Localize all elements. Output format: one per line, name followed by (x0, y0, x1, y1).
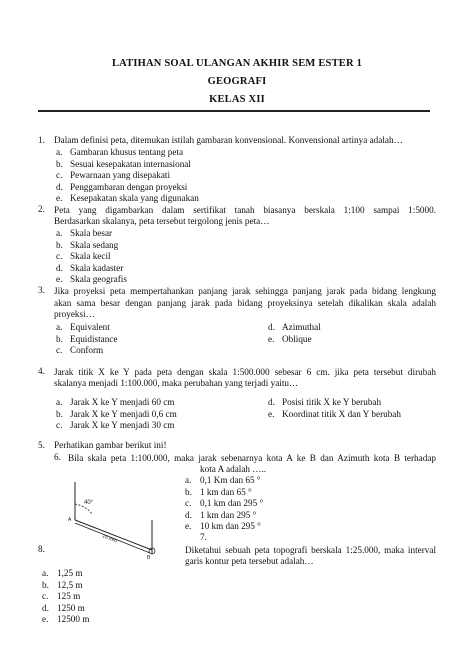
azimuth-figure (62, 480, 172, 560)
q2-option-e: Skala geografis (70, 274, 127, 284)
point-b-label: B (147, 555, 151, 560)
question-5-text: Perhatikan gambar berikut ini! (54, 440, 167, 450)
q3-option-a: Equivalent (70, 322, 110, 332)
q8-option-e: 12500 m (57, 614, 90, 624)
question-7-number: 7. (200, 532, 207, 542)
q2-option-a-letter: a. (56, 228, 63, 238)
q4-option-a: Jarak X ke Y menjadi 60 cm (70, 397, 175, 407)
question-3-text-line-1: Jika proyeksi peta mempertahankan panjang jarak sehingga panjang jarak pada bidang lengkung (54, 286, 436, 296)
point-a-label: A (68, 517, 72, 523)
q8-option-c-letter: c. (42, 591, 49, 601)
q3-option-b: Equidistance (70, 333, 118, 344)
q2-option-b-letter: b. (56, 239, 63, 250)
question-6-text-line-1: Bila skala peta 1:100.000, maka jarak sebenarnya kota A ke B dan Azimuth kota B terhadap (68, 453, 436, 463)
q8-option-b-letter: b. (42, 579, 49, 590)
question-1-text: Dalam definisi peta, ditemukan istilah gambaran konvensional. Konvensional artinya adalah… (54, 135, 403, 145)
q8-option-a: 1,25 m (57, 568, 83, 578)
question-2-text-line-1: Peta yang digambarkan dalam sertifikat tanah biasanya berskala 1:100 sampai 1:5000. (54, 205, 436, 215)
q2-option-e-letter: e. (56, 274, 63, 284)
q6-option-e: 10 km dan 295 ° (200, 521, 261, 531)
q4-option-e: Koordinat titik X dan Y berubah (282, 408, 401, 419)
q4-option-b-letter: b. (56, 408, 63, 419)
question-8-text-line-2: garis kontur peta tersebut adalah… (185, 556, 314, 566)
q3-option-b-letter: b. (56, 333, 63, 344)
length-label: 15 mm (101, 533, 118, 545)
q6-option-c-letter: c. (185, 498, 192, 508)
q3-option-a-letter: a. (56, 322, 63, 332)
question-3-number: 3. (38, 285, 45, 295)
q2-option-a: Skala besar (70, 228, 113, 238)
question-6-number: 6. (54, 452, 61, 462)
q4-option-c: Jarak X ke Y menjadi 30 cm (70, 420, 175, 430)
q6-option-e-letter: e. (185, 521, 192, 531)
q2-option-c-letter: c. (56, 251, 63, 261)
q2-option-d: Skala kadaster (70, 262, 124, 273)
q3-option-c: Conform (70, 345, 104, 355)
q3-option-e-letter: e. (268, 333, 275, 344)
q4-option-c-letter: c. (56, 420, 63, 430)
q8-option-d-letter: d. (42, 602, 49, 613)
q1-option-a: Gambaran khusus tentang peta (70, 147, 184, 157)
q3-option-d-letter: d. (268, 322, 275, 332)
q6-option-b-letter: b. (185, 486, 192, 497)
q8-option-a-letter: a. (42, 568, 49, 578)
angle-label: 40° (84, 500, 94, 506)
q4-option-b: Jarak X ke Y menjadi 0,6 cm (70, 408, 177, 419)
q8-option-c: 125 m (57, 591, 81, 601)
q4-option-d: Posisi titik X ke Y berubah (282, 397, 382, 407)
question-2-number: 2. (38, 204, 45, 214)
q4-option-e-letter: e. (268, 408, 275, 419)
q8-option-b: 12,5 m (57, 579, 83, 590)
question-8-text-line-1: Diketahui sebuah peta topografi berskala 1:25.000, maka interval (185, 545, 436, 555)
q3-option-d: Azimuthal (282, 322, 321, 332)
q1-option-c: Pewarnaan yang disepakati (70, 170, 171, 180)
question-5-number: 5. (38, 440, 45, 450)
q1-option-a-letter: a. (56, 147, 63, 157)
q1-option-e-letter: e. (56, 193, 63, 203)
q3-option-e: Oblique (282, 333, 312, 344)
q4-option-a-letter: a. (56, 397, 63, 407)
q6-option-d-letter: d. (185, 509, 192, 520)
q6-option-a-letter: a. (185, 475, 192, 485)
q1-option-b: Sesuai kesepakatan internasional (70, 158, 191, 169)
header-divider (38, 110, 430, 112)
subject-title: GEOGRAFI (207, 76, 267, 87)
q3-option-c-letter: c. (56, 345, 63, 355)
q1-option-e: Kesepakatan skala yang digunakan (70, 193, 199, 203)
q6-option-b: 1 km dan 65 ° (200, 486, 252, 497)
question-4-text-line-1: Jarak titik X ke Y pada peta dengan skala 1:500.000 sebesar 6 cm. jika peta tersebut dirubah (54, 367, 436, 377)
question-3-text-line-2: akan sama besar dengan panjang jarak pada bidang proyeksinya setelah dikalikan skala adalah (54, 298, 436, 308)
q2-option-d-letter: d. (56, 262, 63, 273)
question-6-text-line-2: kota A adalah ….. (200, 464, 267, 474)
class-title: KELAS XII (209, 94, 265, 105)
q2-option-b: Skala sedang (70, 239, 119, 250)
q6-option-c: 0,1 km dan 295 ° (200, 498, 264, 508)
exam-title: LATIHAN SOAL ULANGAN AKHIR SEM ESTER 1 (111, 58, 363, 69)
question-4-number: 4. (38, 366, 45, 376)
q4-option-d-letter: d. (268, 397, 275, 407)
q1-option-b-letter: b. (56, 158, 63, 169)
question-8-number: 8. (38, 544, 45, 554)
q1-option-d-letter: d. (56, 181, 63, 192)
q8-option-d: 1250 m (57, 602, 85, 613)
q6-option-d: 1 km dan 295 ° (200, 509, 257, 520)
question-2-text-line-2: Berdasarkan skalanya, peta tersebut tergolong jenis peta… (54, 216, 270, 226)
question-1-number: 1. (38, 135, 45, 145)
q1-option-c-letter: c. (56, 170, 63, 180)
question-3-text-line-3: proyeksi… (54, 309, 95, 319)
question-4-text-line-2: skalanya menjadi 1:100.000, maka perubahan yang terjadi yaitu… (54, 378, 299, 388)
q1-option-d: Penggambaran dengan proyeksi (70, 181, 188, 192)
q8-option-e-letter: e. (42, 614, 49, 624)
q2-option-c: Skala kecil (70, 251, 111, 261)
q6-option-a: 0,1 Km dan 65 ° (200, 475, 261, 485)
line-a-to-b (75, 520, 152, 550)
